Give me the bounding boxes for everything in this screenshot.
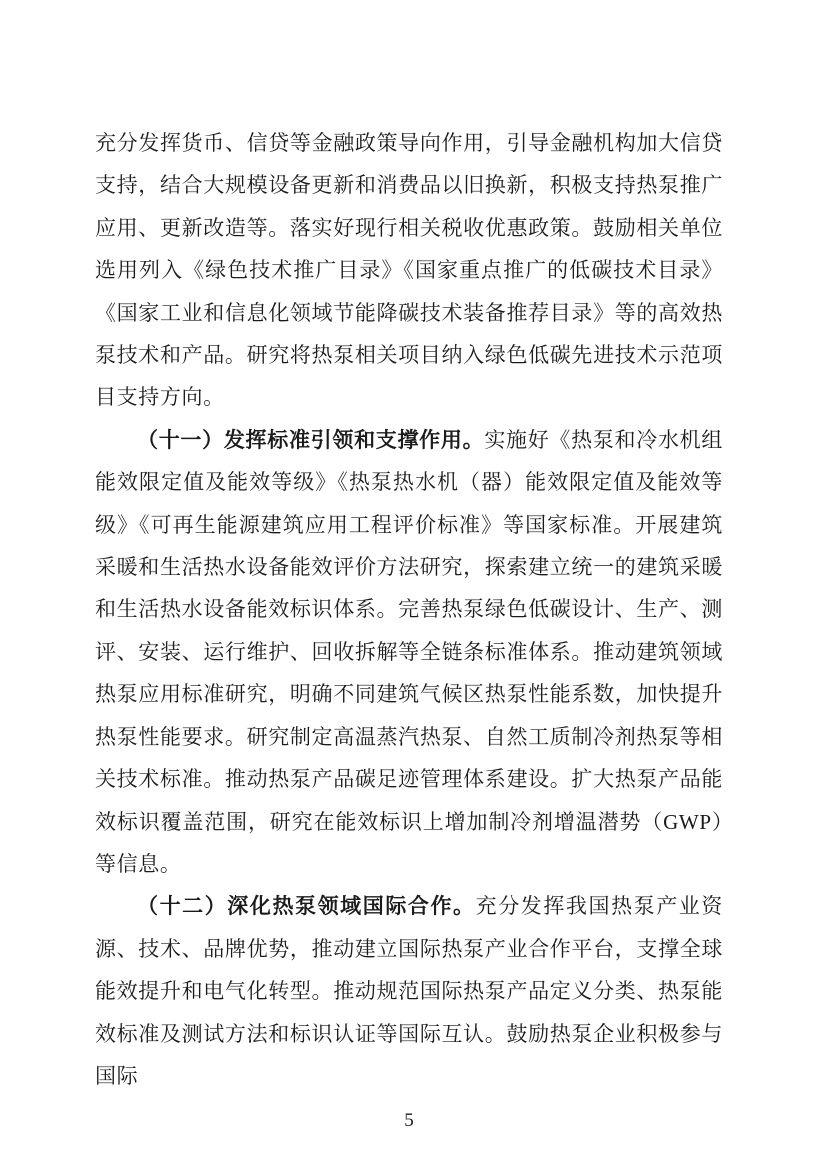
paragraph-body: 充分发挥货币、信贷等金融政策导向作用，引导金融机构加大信贷支持，结合大规模设备更新和消费品以旧换新，积极支持热泵推广应用、更新改造等。落实好现行相关税收优惠政策。鼓励相关单位选用列入《绿色技术推广目录》《国家重点推广的低碳技术目录》《国家工业和信息化领域节能降碳技术装备推荐目录》等的高效热泵技术和产品。研究将热泵相关项目纳入绿色低碳先进技术示范项目支持方向。 [95, 131, 723, 410]
paragraph-continuation [95, 122, 723, 419]
section-heading-12: （十二）深化热泵领域国际合作。 [137, 894, 476, 919]
paragraph-section-12 [95, 885, 723, 1097]
page-footer [95, 1110, 723, 1132]
paragraph-body: 实施好《热泵和冷水机组能效限定值及能效等级》《热泵热水机（器）能效限定值及能效等级》《可再生能源建筑应用工程评价标准》等国家标准。开展建筑采暖和生活热水设备能效评价方法研究，探索建立统一的建筑采暖和生活热水设备能效标识体系。完善热泵绿色低碳设计、生产、测评、安装、运行维护、回收拆解等全链条标准体系。推动建筑领域热泵应用标准研究，明确不同建筑气候区热泵性能系数，加快提升热泵性能要求。研究制定高温蒸汽热泵、自然工质制冷剂热泵等相关技术标准。推动热泵产品碳足迹管理体系建设。扩大热泵产品能效标识覆盖范围，研究在能效标识上增加制冷剂增温潜势（GWP）等信息。 [95, 427, 723, 876]
paragraph-body: 充分发挥我国热泵产业资源、技术、品牌优势，推动建立国际热泵产业合作平台，支撑全球能效提升和电气化转型。推动规范国际热泵产品定义分类、热泵能效标准及测试方法和标识认证等国际互认。鼓励热泵企业积极参与国际 [95, 894, 723, 1088]
paragraph-section-11 [95, 419, 723, 885]
section-heading-11: （十一）发挥标准引领和支撑作用。 [137, 427, 485, 452]
page-number: 5 [404, 1110, 414, 1132]
